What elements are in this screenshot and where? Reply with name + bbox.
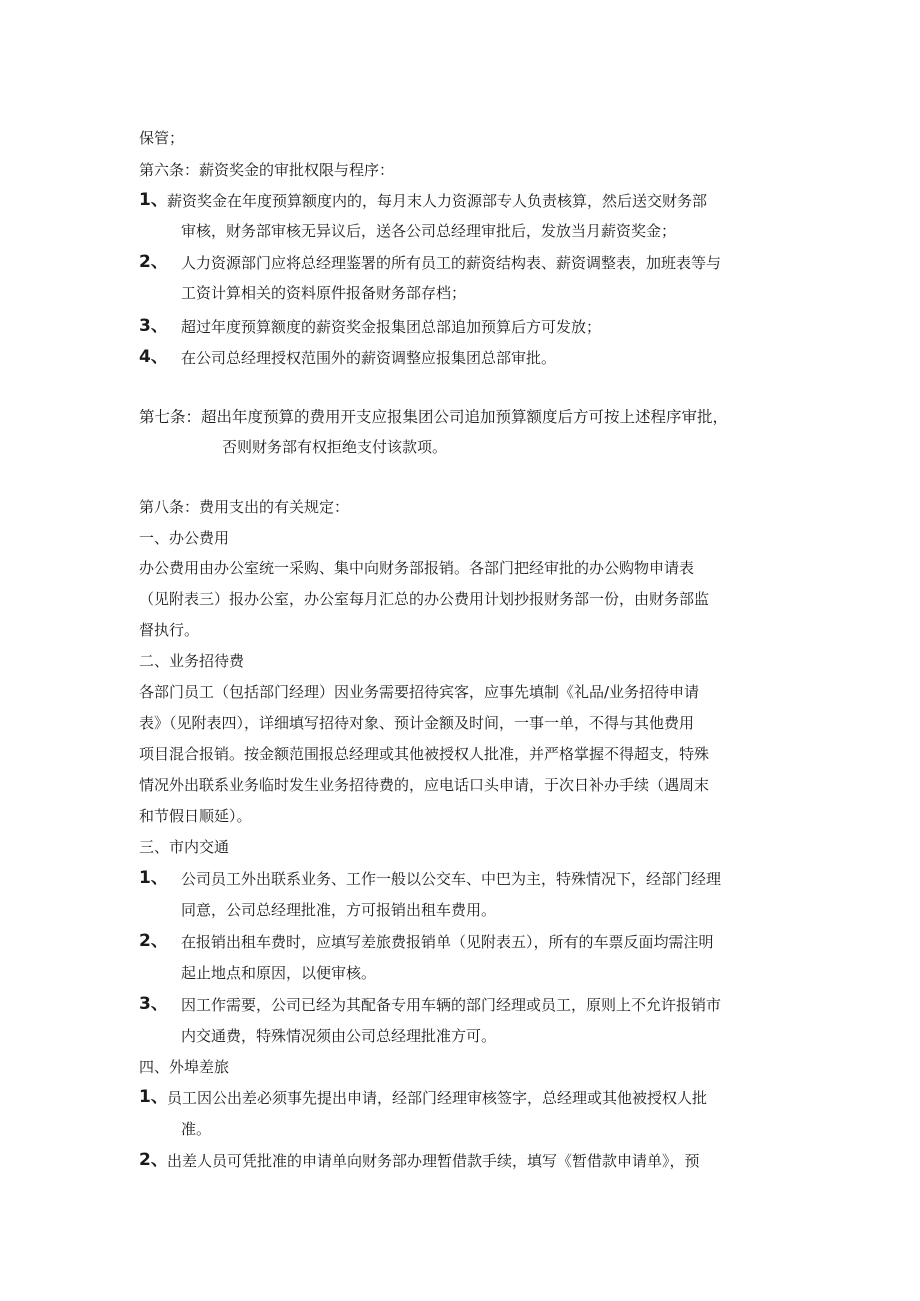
article-7: 第七条：超出年度预算的费用开支应报集团公司追加预算额度后方可按上述程序审批， [139,408,729,426]
article-6-title: 第六条：薪资奖金的审批权限与程序： [139,161,395,179]
list-number: 4、 [139,347,168,367]
section-heading: 二、业务招待费 [139,652,245,670]
list-item-text: 在公司总经理授权范围外的薪资调整应报集团总部审批。 [181,349,557,367]
paragraph-line: 各部门员工（包括部门经理）因业务需要招待宾客，应事先填制《礼品/业务招待申请 [139,683,700,701]
list-item-text: 人力资源部门应将总经理鉴署的所有员工的薪资结构表、薪资调整表，加班表等与 [181,254,722,272]
list-item-text: 出差人员可凭批准的申请单向财务部办理暂借款手续，填写《暂借款申请单》，预 [167,1152,700,1170]
text-line: 保管； [139,129,185,147]
list-number: 3、 [139,316,168,336]
list-number: 3、 [139,994,168,1014]
list-number: 2、 [139,1150,168,1170]
paragraph-line: 项目混合报销。按金额范围报总经理或其他被授权人批准，并严格掌握不得超支，特殊 [139,745,710,763]
list-item-text: 因工作需要，公司已经为其配备专用车辆的部门经理或员工，原则上不允许报销市 [181,996,722,1014]
article-7-continued: 否则财务部有权拒绝支付该款项。 [222,438,448,456]
paragraph-line: （见附表三）报办公室，办公室每月汇总的办公费用计划抄报财务部一份，由财务部监 [139,590,710,608]
paragraph-line: 督执行。 [139,621,200,639]
list-item-text: 内交通费，特殊情况须由公司总经理批准方可。 [181,1027,497,1045]
list-item-text: 准。 [181,1120,212,1138]
list-number: 2、 [139,252,168,272]
paragraph-line: 办公费用由办公室统一采购、集中向财务部报销。各部门把经审批的办公购物申请表 [139,559,695,577]
paragraph-line: 表》（见附表四），详细填写招待对象、预计金额及时间，一事一单，不得与其他费用 [139,714,695,732]
paragraph-line: 情况外出联系业务临时发生业务招待费的，应电话口头申请，于次日补办手续（遇周末 [139,776,710,794]
section-heading: 一、办公费用 [139,529,230,547]
list-item-text: 工资计算相关的资料原件报备财务部存档； [181,284,467,302]
list-item-text: 同意，公司总经理批准，方可报销出租车费用。 [181,901,497,919]
list-item-text: 起止地点和原因，以便审核。 [181,964,377,982]
paragraph-line: 和节假日顺延）。 [139,807,252,825]
list-number: 1、 [139,190,168,210]
list-item-text: 审核，财务部审核无异议后，送各公司总经理审批后，发放当月薪资奖金； [181,222,677,240]
list-number: 1、 [139,1087,168,1107]
list-item-text: 员工因公出差必须事先提出申请，经部门经理审核签字，总经理或其他被授权人批 [167,1089,708,1107]
section-heading: 三、市内交通 [139,838,230,856]
list-item-text: 薪资奖金在年度预算额度内的，每月末人力资源部专人负责核算，然后送交财务部 [167,192,708,210]
list-item-text: 超过年度预算额度的薪资奖金报集团总部追加预算后方可发放； [181,318,602,336]
list-item-text: 公司员工外出联系业务、工作一般以公交车、中巴为主，特殊情况下，经部门经理 [181,870,722,888]
list-number: 2、 [139,931,168,951]
section-heading: 四、外埠差旅 [139,1058,230,1076]
article-8-title: 第八条：费用支出的有关规定： [139,498,350,516]
list-number: 1、 [139,868,168,888]
list-item-text: 在报销出租车费时，应填写差旅费报销单（见附表五），所有的车票反面均需注明 [181,933,714,951]
